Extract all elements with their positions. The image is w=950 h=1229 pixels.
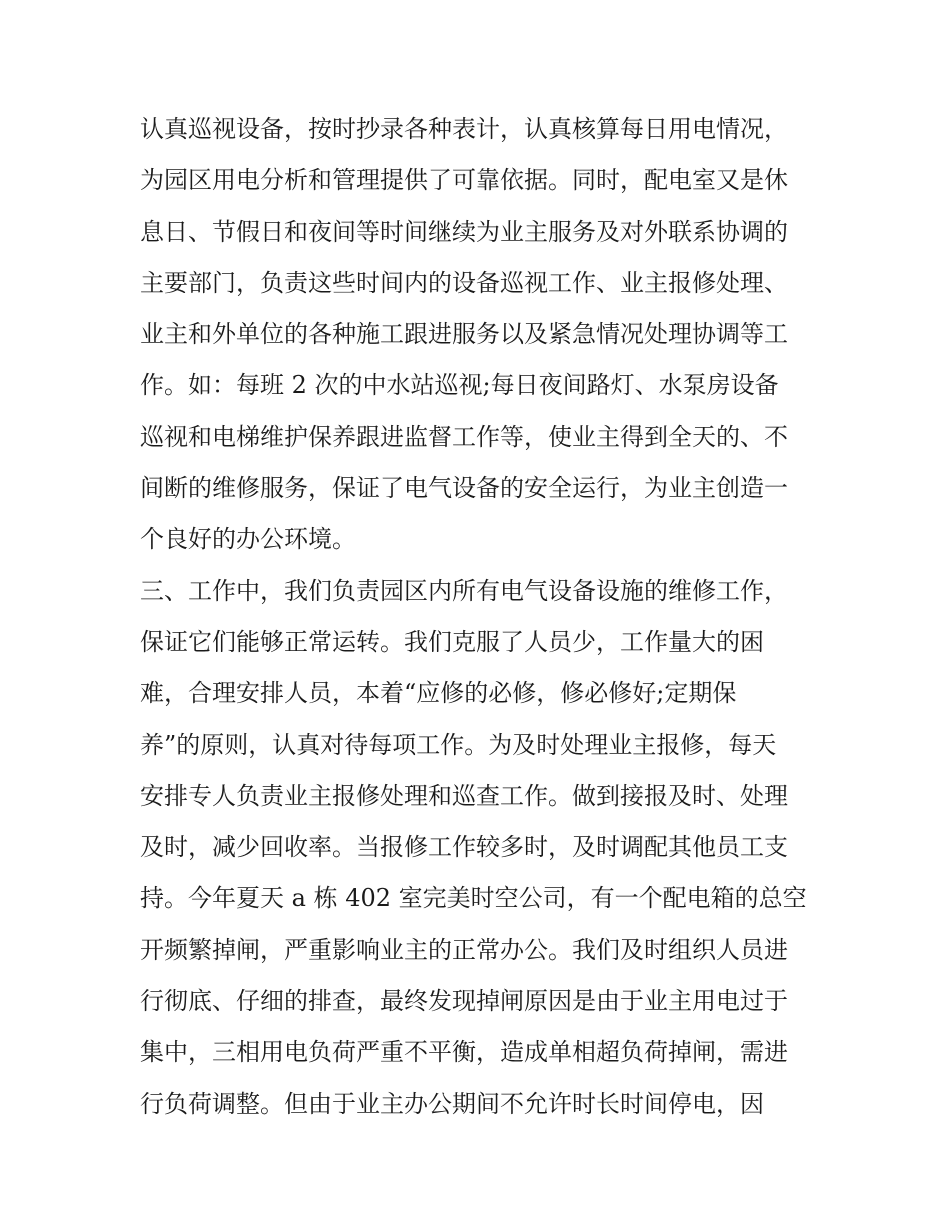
text-line: 息日、节假日和夜间等时间继续为业主服务及对外联系协调的 [140,217,788,246]
text-line: 持。今年夏天 a 栋 402 室完美时空公司，有一个配电箱的总空 [140,884,807,913]
text-line: 业主和外单位的各种施工跟进服务以及紧急情况处理协调等工 [140,320,788,349]
text-line: 三、工作中，我们负责园区内所有电气设备设施的维修工作， [140,576,788,605]
text-line: 作。如：每班 2 次的中水站巡视;每日夜间路灯、水泵房设备 [140,371,779,400]
text-line: 个良好的办公环境。 [140,525,356,554]
text-line: 行负荷调整。但由于业主办公期间不允许时长时间停电，因 [140,1089,764,1118]
body-text [140,104,820,1130]
text-line: 为园区用电分析和管理提供了可靠依据。同时，配电室又是休 [140,166,788,195]
text-line: 安排专人负责业主报修处理和巡查工作。做到接报及时、处理 [140,781,788,810]
text-line: 及时，减少回收率。当报修工作较多时，及时调配其他员工支 [140,833,788,862]
text-line: 养”的原则，认真对待每项工作。为及时处理业主报修，每天 [140,730,777,759]
text-line: 巡视和电梯维护保养跟进监督工作等，使业主得到全天的、不 [140,422,788,451]
text-line: 难，合理安排人员，本着“应修的必修，修必修好;定期保 [140,679,737,708]
text-line: 认真巡视设备，按时抄录各种表计，认真核算每日用电情况， [140,115,788,143]
text-line: 间断的维修服务，保证了电气设备的安全运行，为业主创造一 [140,474,788,503]
text-line: 保证它们能够正常运转。我们克服了人员少，工作量大的困 [140,627,764,656]
text-line: 行彻底、仔细的排查，最终发现掉闸原因是由于业主用电过于 [140,987,788,1016]
text-line: 集中，三相用电负荷严重不平衡，造成单相超负荷掉闸，需进 [140,1038,788,1067]
text-line: 主要部门，负责这些时间内的设备巡视工作、业主报修处理、 [140,268,788,297]
text-line: 开频繁掉闸，严重影响业主的正常办公。我们及时组织人员进 [140,935,788,964]
